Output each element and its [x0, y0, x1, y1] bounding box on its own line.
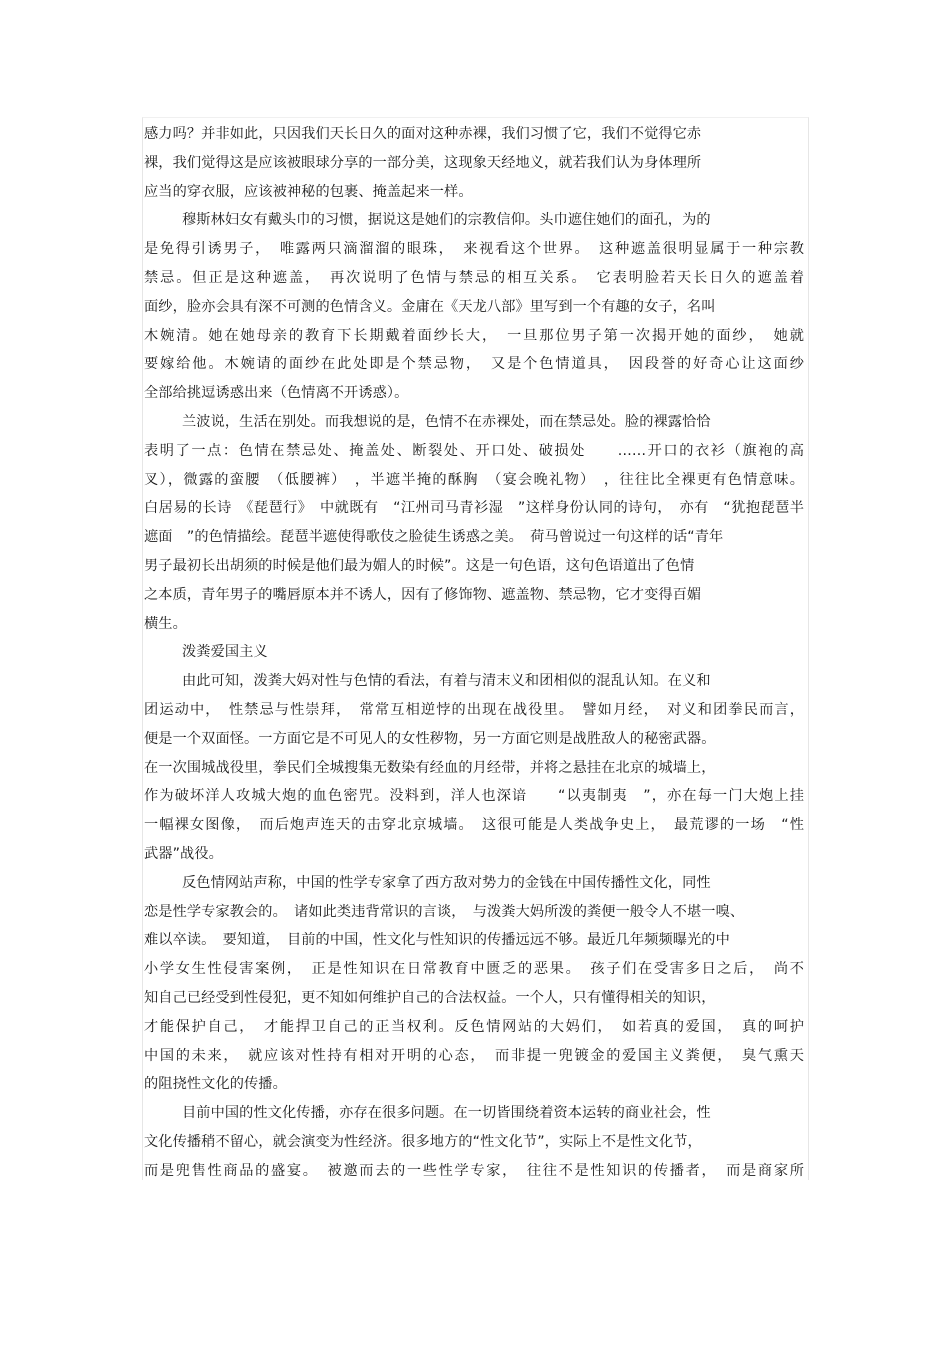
- text-line: 便是一个双面怪。一方面它是不可见人的女性秽物，另一方面它则是战胜敌人的秘密武器。: [144, 730, 716, 747]
- text-line: 全部给挑逗诱惑出来（色情离不开诱惑）。: [144, 385, 409, 402]
- text-line: 团运动中， 性禁忌与性崇拜， 常常互相逆悖的出现在战役里。 譬如月经， 对义和团拳民而言，: [144, 701, 804, 718]
- text-line: 遮面 ”的色情描绘。琵琶半遮使得歌伎之脸徒生诱惑之美。 荷马曾说过一句这样的话“青年: [144, 529, 724, 546]
- text-line: 难以卒读。 要知道， 目前的中国，性文化与性知识的传播远远不够。最近几年频频曝光的中: [144, 932, 730, 949]
- text-line: 白居易的长诗 《琵琶行》 中就既有 “江州司马青衫湿 ”这样身份认同的诗句， 亦有 “犹抱琵琶半: [144, 500, 804, 517]
- text-line: 一幅裸女图像， 而后炮声连天的击穿北京城墙。 这很可能是人类战争史上， 最荒谬的一场 “性: [144, 817, 804, 834]
- text-line: 之本质，青年男子的嘴唇原本并不诱人，因有了修饰物、遮盖物、禁忌物，它才变得百媚: [144, 586, 702, 603]
- text-line: 在一次围城战役里，拳民们全城搜集无数染有经血的月经带，并将之悬挂在北京的城墙上，: [144, 759, 716, 776]
- text-line: 中国的未来， 就应该对性持有相对开明的心态， 而非提一兜镀金的爱国主义粪便， 臭气熏天: [144, 1047, 804, 1064]
- text-line: 面纱，脸亦会具有深不可测的色情含义。金庸在《天龙八部》里写到一个有趣的女子，名叫: [144, 298, 716, 315]
- text-line: 小学女生性侵害案例， 正是性知识在日常教育中匮乏的恶果。 孩子们在受害多日之后， 尚不: [144, 961, 804, 978]
- text-line: 叉），微露的蛮腰 （低腰裤） ，半遮半掩的酥胸 （宴会晚礼物） ，往往比全裸更有色情意味。: [144, 471, 804, 488]
- text-line: 穆斯林妇女有戴头巾的习惯，据说这是她们的宗教信仰。头巾遮住她们的面孔，为的: [182, 212, 711, 229]
- document-body: [144, 120, 809, 1185]
- text-line: 而是兜售性商品的盛宴。 被邀而去的一些性学专家， 往往不是性知识的传播者， 而是商家所: [144, 1162, 804, 1179]
- text-line: 由此可知，泼粪大妈对性与色情的看法，有着与清末义和团相似的混乱认知。在义和: [182, 673, 711, 690]
- text-line: 泼粪爱国主义: [182, 644, 268, 661]
- text-line: 是免得引诱男子， 唯露两只滴溜溜的眼珠， 来视看这个世界。 这种遮盖很明显属于一种宗教: [144, 241, 804, 258]
- text-line: 禁忌。但正是这种遮盖， 再次说明了色情与禁忌的相互关系。 它表明脸若天长日久的遮盖着: [144, 269, 804, 286]
- text-line: 表明了一点：色情在禁忌处、掩盖处、断裂处、开口处、破损处 ……开口的衣衫（旗袍的高: [144, 442, 804, 459]
- text-line: 才能保护自己， 才能捍卫自己的正当权利。反色情网站的大妈们， 如若真的爱国， 真的呵护: [144, 1018, 804, 1035]
- text-line: 男子最初长出胡须的时候是他们最为媚人的时候”。这是一句色语，这句色语道出了色情: [144, 557, 695, 574]
- text-line: 知自己已经受到性侵犯，更不知如何维护自己的合法权益。一个人，只有懂得相关的知识，: [144, 989, 716, 1006]
- text-line: 应当的穿衣服，应该被神秘的包裹、掩盖起来一样。: [144, 183, 473, 200]
- text-line: 兰波说，生活在别处。而我想说的是，色情不在赤裸处，而在禁忌处。脸的裸露恰恰: [182, 413, 711, 430]
- text-line: 作为破坏洋人攻城大炮的血色密咒。没料到，洋人也深谙 “以夷制夷 ”，亦在每一门大炮上挂: [144, 788, 804, 805]
- text-line: 裸，我们觉得这是应该被眼球分享的一部分美，这现象天经地义，就若我们认为身体理所: [144, 154, 702, 171]
- text-line: 的阻挠性文化的传播。: [144, 1076, 287, 1093]
- text-line: 横生。: [144, 615, 187, 632]
- text-line: 恋是性学专家教会的。 诸如此类违背常识的言谈， 与泼粪大妈所泼的粪便一般令人不堪一嗅、: [144, 903, 745, 920]
- text-line: 木婉清。她在她母亲的教育下长期戴着面纱长大， 一旦那位男子第一次揭开她的面纱， 她就: [144, 327, 804, 344]
- text-line: 武器”战役。: [144, 845, 223, 862]
- text-line: 文化传播稍不留心，就会演变为性经济。很多地方的“性文化节”，实际上不是性文化节，: [144, 1133, 702, 1150]
- text-line: 目前中国的性文化传播，亦存在很多问题。在一切皆围绕着资本运转的商业社会，性: [182, 1105, 711, 1122]
- text-line: 要嫁给他。木婉请的面纱在此处即是个禁忌物， 又是个色情道具， 因段誉的好奇心让这面纱: [144, 356, 804, 373]
- text-line: 感力吗？并非如此，只因我们天长日久的面对这种赤裸，我们习惯了它，我们不觉得它赤: [144, 126, 702, 142]
- text-line: 反色情网站声称，中国的性学专家拿了西方敌对势力的金钱在中国传播性文化，同性: [182, 874, 711, 891]
